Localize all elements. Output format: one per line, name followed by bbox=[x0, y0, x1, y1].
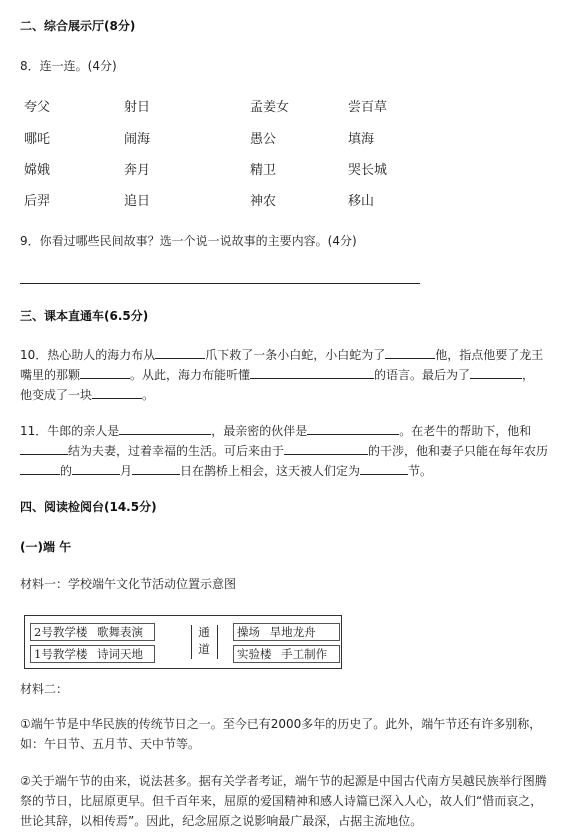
blank[interactable] bbox=[360, 462, 408, 475]
match-item: 夸父 bbox=[24, 100, 51, 115]
blank[interactable] bbox=[155, 346, 205, 359]
question-11-line-1: 11．牛郎的亲人是 ，最亲密的伙伴是 。在老牛的帮助下，他和 bbox=[20, 424, 532, 438]
match-item: 移山 bbox=[348, 194, 375, 209]
match-item: 神农 bbox=[250, 194, 277, 209]
section-4-title: 四、阅读检阅台(14.5分) bbox=[20, 500, 157, 514]
match-item: 闹海 bbox=[124, 132, 151, 147]
blank[interactable] bbox=[132, 462, 180, 475]
blank[interactable] bbox=[307, 422, 399, 435]
match-item: 尝百草 bbox=[348, 100, 388, 115]
match-item: 孟姜女 bbox=[250, 100, 290, 115]
question-11-line-3: 的 月 日在鹊桥上相会，这天被人们定为 节。 bbox=[20, 462, 432, 479]
question-9: 9．你看过哪些民间故事？选一个说一说故事的主要内容。(4分) bbox=[20, 234, 357, 248]
blank[interactable] bbox=[72, 462, 120, 475]
match-item: 填海 bbox=[348, 132, 375, 147]
match-item: 追日 bbox=[124, 194, 151, 209]
blank[interactable] bbox=[20, 462, 60, 475]
match-item: 哪吒 bbox=[24, 132, 51, 147]
paragraph-2: ②关于端午节的由来，说法甚多。据有关学者考证，端午节的起源是中国古代南方吴越民族举行图腾祭的节日，比屈原更早。但千百年来，屈原的爱国精神和感人诗篇已深入人心，故人们“惜而哀之，世论其辞，以相传焉”。因此，纪念屈原之说影响最广最深，占据主流地位。 bbox=[20, 774, 547, 828]
paragraph-1: ①端午节是中华民族的传统节日之一。至今已有2000多年的历史了。此外，端午节还有许多别称，如：午日节、五月节、天中节等。 bbox=[20, 717, 542, 751]
match-item: 哭长城 bbox=[348, 163, 388, 178]
question-11-line-2: 结为夫妻，过着幸福的生活。可后来由于 的干涉，他和妻子只能在每年农历 bbox=[20, 442, 548, 459]
material-2-label: 材料二： bbox=[20, 682, 69, 696]
match-item: 精卫 bbox=[250, 163, 277, 178]
match-item: 嫦娥 bbox=[24, 163, 51, 178]
blank[interactable] bbox=[80, 366, 130, 379]
match-item: 愚公 bbox=[250, 132, 277, 147]
diagram-divider bbox=[191, 625, 192, 659]
blank[interactable] bbox=[20, 442, 68, 455]
diagram-cell: 实验楼 手工制作 bbox=[233, 645, 340, 663]
diagram-cell: 操场 旱地龙舟 bbox=[233, 623, 340, 641]
blank[interactable] bbox=[119, 422, 211, 435]
match-item: 射日 bbox=[124, 100, 151, 115]
blank[interactable] bbox=[385, 346, 435, 359]
answer-line[interactable] bbox=[20, 283, 420, 284]
diagram-cell: 1号教学楼 诗词天地 bbox=[30, 645, 155, 663]
section-2-title: 二、综合展示厅(8分) bbox=[20, 19, 136, 33]
blank[interactable] bbox=[92, 386, 142, 399]
diagram-cell: 2号教学楼 歌舞表演 bbox=[30, 623, 155, 641]
diagram-passage: 通道 bbox=[198, 625, 210, 656]
subsection-title: (一)端 午 bbox=[20, 540, 72, 554]
blank[interactable] bbox=[470, 366, 522, 379]
blank[interactable] bbox=[284, 442, 368, 455]
question-8: 8．连一连。(4分) bbox=[20, 59, 117, 73]
blank[interactable] bbox=[250, 366, 374, 379]
question-10-line-1: 10．热心助人的海力布从 爪下救了一条小白蛇，小白蛇为了 他，指点他要了龙王 bbox=[20, 348, 544, 362]
material-1-label: 材料一：学校端午文化节活动位置示意图 bbox=[20, 577, 237, 591]
diagram-divider bbox=[217, 625, 218, 659]
match-item: 奔月 bbox=[124, 163, 151, 178]
question-10-line-2: 嘴里的那颗 。从此，海力布能听懂 的语言。最后为了 ， bbox=[20, 368, 535, 382]
question-10-line-3: 他变成了一块 。 bbox=[20, 388, 155, 402]
section-3-title: 三、课本直通车(6.5分) bbox=[20, 309, 149, 323]
match-item: 后羿 bbox=[24, 194, 51, 209]
